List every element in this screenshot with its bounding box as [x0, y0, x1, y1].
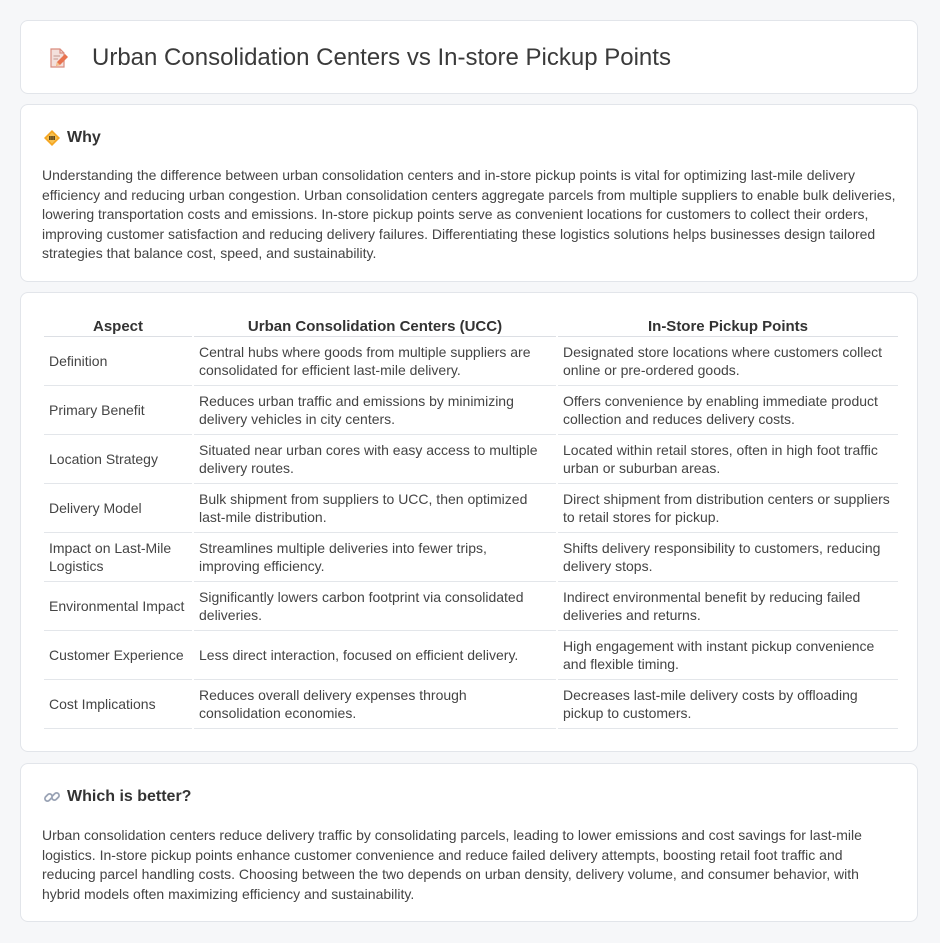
ucc-cell: Situated near urban cores with easy access to multiple delivery routes. — [194, 435, 556, 484]
pickup-cell: Offers convenience by enabling immediate product collection and reduces delivery costs. — [558, 386, 898, 435]
why-heading: Why — [67, 129, 101, 146]
aspect-cell: Customer Experience — [44, 631, 192, 680]
ucc-cell: Streamlines multiple deliveries into fewer trips, improving efficiency. — [194, 533, 556, 582]
why-paragraph: Understanding the difference between urban consolidation centers and in-store pickup points is vital for optimizing last-mile delivery efficiency and reducing urban congestion. Urban consolidation centers aggregate parcels from multiple suppliers to enable bulk deliveries, lowering transportation costs and emissions. In-store pickup points serve as convenient locations for customers to collect their orders, improving customer satisfaction and reducing delivery failures. Differentiating these logistics solutions helps businesses design tailored strategies that balance cost, speed, and sustainability. — [42, 167, 896, 261]
ucc-cell: Reduces urban traffic and emissions by minimizing delivery vehicles in city centers. — [194, 386, 556, 435]
pickup-cell: High engagement with instant pickup convenience and flexible timing. — [558, 631, 898, 680]
which-better-section — [20, 763, 918, 922]
table-row — [44, 582, 898, 631]
pickup-cell: Located within retail stores, often in high foot traffic urban or suburban areas. — [558, 435, 898, 484]
better-paragraph: Urban consolidation centers reduce delivery traffic by consolidating parcels, leading to lower emissions and cost savings for last-mile logistics. In-store pickup points enhance customer convenience and reduce failed delivery attempts, boosting retail foot traffic and reducing parcel handling costs. Choosing between the two depends on urban density, delivery volume, and consumer behavior, with hybrid models often maximizing efficiency and sustainability. — [42, 827, 862, 902]
ucc-cell: Reduces overall delivery expenses through consolidation economies. — [194, 680, 556, 729]
title-card — [20, 20, 918, 94]
warning-diamond-icon — [43, 129, 61, 147]
table-row — [44, 386, 898, 435]
table-header-row — [44, 317, 898, 337]
table-row — [44, 337, 898, 386]
why-section — [20, 104, 918, 282]
why-heading-row — [43, 127, 101, 149]
pickup-cell: Designated store locations where customers collect online or pre-ordered goods. — [558, 337, 898, 386]
pickup-cell: Decreases last-mile delivery costs by offloading pickup to customers. — [558, 680, 898, 729]
aspect-cell: Environmental Impact — [44, 582, 192, 631]
header-pickup: In-Store Pickup Points — [558, 317, 898, 337]
link-icon — [43, 788, 61, 806]
comparison-section — [20, 292, 918, 752]
aspect-cell: Definition — [44, 337, 192, 386]
aspect-cell: Impact on Last-Mile Logistics — [44, 533, 192, 582]
header-aspect: Aspect — [44, 317, 192, 337]
pickup-cell: Indirect environmental benefit by reducing failed deliveries and returns. — [558, 582, 898, 631]
comparison-table — [42, 317, 900, 729]
aspect-cell: Cost Implications — [44, 680, 192, 729]
document-pencil-icon — [47, 47, 69, 69]
ucc-cell: Less direct interaction, focused on efficient delivery. — [194, 631, 556, 680]
pickup-cell: Shifts delivery responsibility to customers, reducing delivery stops. — [558, 533, 898, 582]
aspect-cell: Delivery Model — [44, 484, 192, 533]
header-ucc: Urban Consolidation Centers (UCC) — [194, 317, 556, 337]
better-heading-row — [43, 786, 191, 808]
table-row — [44, 484, 898, 533]
aspect-cell: Location Strategy — [44, 435, 192, 484]
table-row — [44, 435, 898, 484]
ucc-cell: Central hubs where goods from multiple suppliers are consolidated for efficient last-mile delivery. — [194, 337, 556, 386]
table-row — [44, 533, 898, 582]
aspect-cell: Primary Benefit — [44, 386, 192, 435]
better-heading: Which is better? — [67, 788, 192, 805]
page-title: Urban Consolidation Centers vs In-store Pickup Points — [92, 44, 671, 71]
ucc-cell: Significantly lowers carbon footprint via consolidated deliveries. — [194, 582, 556, 631]
table-row — [44, 680, 898, 729]
table-row — [44, 631, 898, 680]
ucc-cell: Bulk shipment from suppliers to UCC, then optimized last-mile distribution. — [194, 484, 556, 533]
pickup-cell: Direct shipment from distribution centers or suppliers to retail stores for pickup. — [558, 484, 898, 533]
